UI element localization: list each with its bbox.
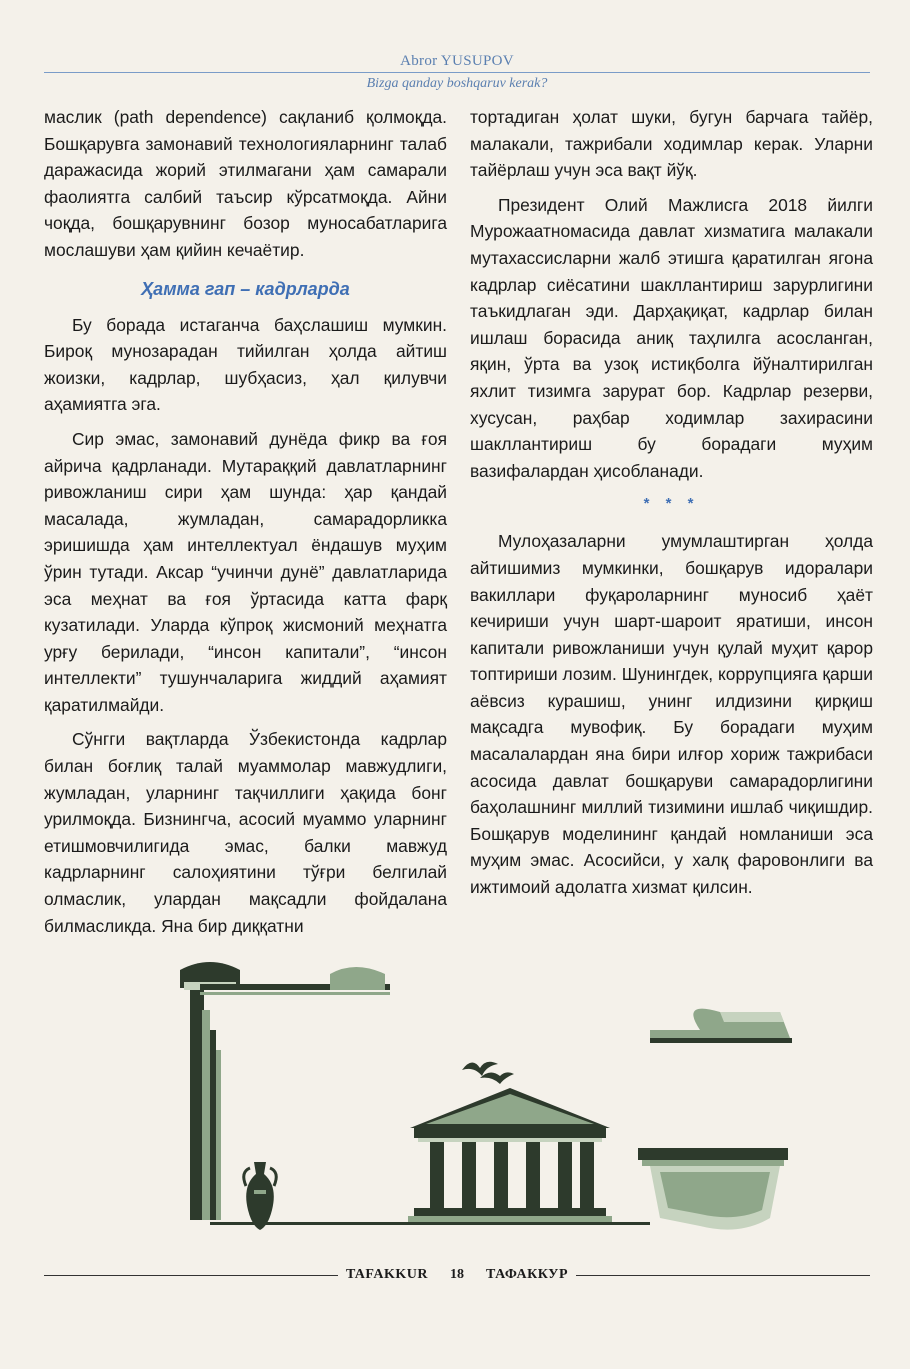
temple-icon bbox=[408, 1088, 612, 1222]
paragraph: маслик (path dependence) сақланиб қолмоқда. Бошқарувга замонавий технологияларнинг талаб даражасида жорий этилмагани ҳам самарали фаолиятга салбий таъсир кўрсатмоқда. Айни чоқда, бошқарувнинг бозор муносабатларига мослашуви ҳам қийин кечаётир. bbox=[44, 107, 447, 260]
section-separator: * * * bbox=[643, 495, 700, 513]
magazine-name-latin: TAFAKKUR bbox=[345, 1267, 429, 1282]
magazine-name-cyrillic: ТАФАККУР bbox=[486, 1267, 569, 1282]
footer-rule-right bbox=[576, 1275, 870, 1276]
page-number: 18 bbox=[450, 1267, 465, 1282]
paragraph: Сир эмас, замонавий дунёда фикр ва ғоя айрича қадрланади. Мутараққий давлатларнинг ривожланиш сири ҳам шунда: ҳар қандай масалада, жумладан, самарадорликка эришишда ҳам интеллектуал ёндашув муҳим ўрин тутади. Аксар “учинчи дунё” давлатларида эса меҳнат ва ғоя ўртасида катта фарқ кузатилади. Уларда кўпроқ жисмоний меҳнатга урғу берилади, “инсон капитали”, “инсон интеллекти” тушунчаларига жиддий аҳамият қаратилмайди. bbox=[44, 428, 447, 715]
paragraph: Бу борада истаганча баҳслашиш мумкин. Бироқ мунозарадан тийилган ҳолда айтиш жоизки, кадрлар, шубҳасиз, ҳал қилувчи аҳамиятга эга. bbox=[44, 314, 447, 415]
running-head bbox=[44, 52, 870, 92]
amphora-icon bbox=[244, 1162, 277, 1230]
paragraph: Президент Олий Мажлисга 2018 йилги Мурожаатномасида давлат хизматига малакали мутахассисларни жалб этишга қаратилган ягона кадрлар сиёсатини шакллантириш зарурлигини таъкидлаган эди. Дарҳақиқат, кадрлар билан ишлаш борасида аниқ таҳлилга асосланган, яқин, ўрта ва узоқ истиқболга йўналтирилган яхлит тизимга зарурат бор. Кадрлар резерви, хусусан, раҳбар ходимлар захирасини шакллантириш бу борадаги муҳим вазифалардан ҳисобланади. bbox=[470, 194, 873, 481]
paragraph: тортадиган ҳолат шуки, бугун барчага тайёр, малакали, тажрибали ходимлар керак. Уларни тайёрлаш учун эса вақт йўқ. bbox=[470, 107, 873, 181]
ruined-slab-icon bbox=[638, 1148, 788, 1230]
section-heading: Ҳамма гап – кадрларда bbox=[141, 278, 350, 299]
birds-icon bbox=[462, 1062, 514, 1084]
floating-cornice-icon bbox=[650, 1009, 792, 1043]
paragraph: Мулоҳазаларни умумлаштирган ҳолда айтишимиз мумкинки, бошқарув идоралари вакиллари фуқароларнинг муносиб ҳаёт кечириши учун шарт-шароит яратиши, инсон капитали ривожланиши учун қулай муҳит қарор топтириши лозим. Шунингдек, коррупцияга қарши аёвсиз курашиш, унинг илдизини қирқиш мақсадга мувофиқ. Бу борадаги муҳим масалалардан яна бири илғор хориж тажрибаси асосида давлат бошқаруви самарадорлигини баҳолашнинг миллий тизимини ишлаб чиқишдир. Бошқарув моделининг қандай номланиши эса муҳим эмас. Асосийси, у халқ фаровонлиги ва ижтимоий адолатга хизмат қилсин. bbox=[470, 531, 873, 898]
article-title: Bizga qanday boshqaruv kerak? bbox=[366, 76, 548, 91]
page-footer bbox=[44, 1263, 870, 1287]
ground-line bbox=[210, 1222, 650, 1225]
broken-column-icon bbox=[180, 962, 240, 1220]
author-name: Abror YUSUPOV bbox=[400, 53, 514, 69]
classical-ruins-illustration bbox=[180, 960, 900, 1242]
left-column bbox=[44, 104, 447, 939]
right-column bbox=[470, 104, 873, 901]
footer-rule-left bbox=[44, 1275, 338, 1276]
paragraph: Сўнгги вақтларда Ўзбекистонда кадрлар билан боғлиқ талай муаммолар мавжудлиги, жумладан, уларнинг тақчиллиги ҳақида бонг урилмоқда. Бизнингча, асосий муаммо уларнинг етишмовчилигида эмас, балки мавжуд кадрларнинг салоҳиятини тўғри белгилай олмаслик, улардан мақсадли фойдалана билмасликда. Яна бир диққатни bbox=[44, 729, 447, 936]
header-rule bbox=[44, 72, 870, 73]
